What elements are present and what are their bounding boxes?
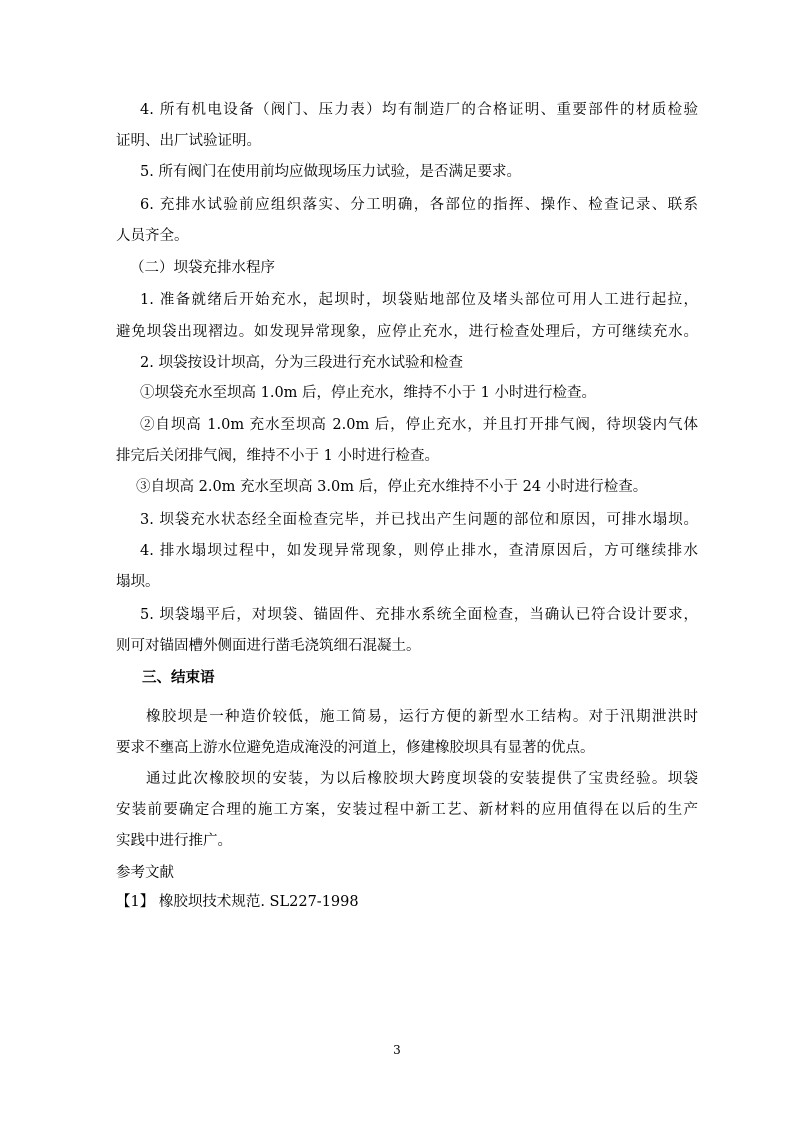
text-line: 6. 充排水试验前应组织落实、分工明确，各部位的指挥、操作、检查记录、联系 <box>140 197 698 213</box>
text-line: 橡胶坝是一种造价较低，施工简易，运行方便的新型水工结构。对于汛期泄洪时 <box>146 709 698 725</box>
text-line: 排完后关闭排气阀，维持不小于 1 小时进行检查。 <box>116 448 439 464</box>
text-line: 4. 排水塌坝过程中，如发现异常现象，则停止排水，查清原因后，方可继续排水 <box>140 543 698 559</box>
reference-item: 【1】 橡胶坝技术规范. SL227-1998 <box>116 894 359 910</box>
text-line: 5. 所有阀门在使用前均应做现场压力试验，是否满足要求。 <box>140 164 521 180</box>
text-line: 2. 坝袋按设计坝高，分为三段进行充水试验和检查 <box>140 355 463 371</box>
text-line: 安装前要确定合理的施工方案，安装过程中新工艺、新材料的应用值得在以后的生产 <box>116 802 698 818</box>
page-number: 3 <box>393 1043 401 1057</box>
text-line: 实践中进行推广。 <box>116 833 232 849</box>
text-line: 人员齐全。 <box>116 228 189 244</box>
text-line: ③自坝高 2.0m 充水至坝高 3.0m 后，停止充水维持不小于 24 小时进行检查。 <box>136 479 648 495</box>
text-line: 1. 准备就绪后开始充水，起坝时，坝袋贴地部位及堵头部位可用人工进行起拉， <box>140 292 698 308</box>
text-line: 塌坝。 <box>116 574 160 590</box>
text-line: 通过此次橡胶坝的安装，为以后橡胶坝大跨度坝袋的安装提供了宝贵经验。坝袋 <box>146 771 698 787</box>
text-line: 则可对锚固槽外侧面进行凿毛浇筑细石混凝土。 <box>116 638 421 654</box>
section-heading: （二）坝袋充排水程序 <box>130 260 275 276</box>
text-line: 要求不壅高上游水位避免造成淹没的河道上，修建橡胶坝具有显著的优点。 <box>116 740 595 756</box>
text-line: 5. 坝袋塌平后，对坝袋、锚固件、充排水系统全面检查，当确认已符合设计要求， <box>140 607 698 623</box>
text-line: 3. 坝袋充水状态经全面检查完毕，并已找出产生问题的部位和原因，可排水塌坝。 <box>140 512 698 528</box>
text-line: ①坝袋充水至坝高 1.0m 后，停止充水，维持不小于 1 小时进行检查。 <box>140 385 596 401</box>
text-line: 避免坝袋出现褶边。如发现异常现象，应停止充水，进行检查处理后，方可继续充水。 <box>116 324 698 340</box>
text-line: 证明、出厂试验证明。 <box>116 133 261 149</box>
references-heading: 参考文献 <box>116 865 174 881</box>
text-line: 4. 所有机电设备（阀门、压力表）均有制造厂的合格证明、重要部件的材质检验 <box>140 102 698 118</box>
text-line: ②自坝高 1.0m 充水至坝高 2.0m 后，停止充水，并且打开排气阀，待坝袋内气体 <box>140 417 698 433</box>
section-heading-conclusion: 三、结束语 <box>142 670 215 686</box>
